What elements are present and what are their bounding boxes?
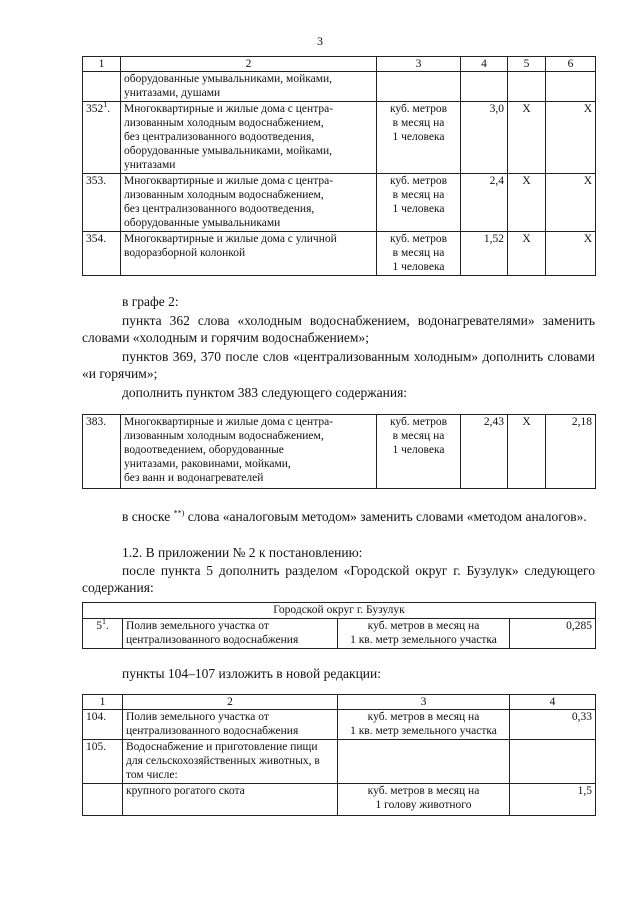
table-row [83,784,596,816]
text-heading-1-2: 1.2. В приложении № 2 к постановлению: [122,545,363,560]
col-header-2: 2 [123,695,338,710]
text-items-369-370: пунктов 369, 370 после слов «централизованным холодным» дополнить словами «и горячим»; [82,349,595,381]
row-number: 383. [83,415,121,489]
row-norm-value [510,740,596,784]
col-header-5: 5 [508,57,546,72]
table-row [83,710,596,740]
row-description: Многоквартирные и жилые дома с центра- лизованным холодным водоснабжением, водоотведением, оборудованные унитазами, раковинами, мойками, без ванн и водонагревателей [121,415,377,489]
row-description: крупного рогатого скота [123,784,338,816]
row-number: 353. [83,174,121,232]
row-norm-value: 1,52 [461,232,508,276]
table-row [83,232,596,276]
row-col6: Х [546,174,596,232]
row-description: Полив земельного участка от централизованного водоснабжения [123,710,338,740]
row-norm-value: 0,33 [510,710,596,740]
row-norm-value: 2,4 [461,174,508,232]
table-row [83,740,596,784]
page-number: 3 [317,34,323,48]
col-header-3: 3 [377,57,461,72]
row-norm-value: 0,285 [510,619,596,649]
text-items-104-107: пункты 104–107 изложить в новой редакции: [122,666,382,681]
section-title: Городской округ г. Бузулук [83,603,596,619]
text-footnote: в сноске **) слова «аналоговым методом» заменить словами «методом аналогов». [122,508,587,524]
row-norm-value: 3,0 [461,102,508,174]
table-norms-1 [82,56,596,276]
row-description: Водоснабжение и приготовление пищи для сельскохозяйственных животных, в том числе: [123,740,338,784]
row-col5: Х [508,174,546,232]
row-unit [338,740,510,784]
table-items-104-107 [82,694,596,816]
col-header-4: 4 [461,57,508,72]
row-col5: Х [508,102,546,174]
row-norm-value: 1,5 [510,784,596,816]
row-description: Многоквартирные и жилые дома с центра- лизованным холодным водоснабжением, без централизованного водоотведения, оборудованные умывальниками [121,174,377,232]
row-unit: куб. метров в месяц на 1 человека [377,415,461,489]
row-unit: куб. метров в месяц на 1 кв. метр земельного участка [338,710,510,740]
row-col5: Х [508,232,546,276]
row-col6: Х [546,232,596,276]
row-col6: Х [546,102,596,174]
row-unit: куб. метров в месяц на 1 человека [377,232,461,276]
row-description: оборудованные умывальниками, мойками, унитазами, душами [121,72,377,102]
col-header-6: 6 [546,57,596,72]
row-description: Многоквартирные и жилые дома с центра- лизованным холодным водоснабжением, без централизованного водоотведения, оборудованные умывальниками, мойками, унитазами [121,102,377,174]
table-row [83,102,596,174]
row-number: 104. [83,710,123,740]
text-column-2: в графе 2: [122,294,179,309]
row-number: 105. [83,740,123,784]
text-add-section: после пункта 5 дополнить разделом «Городской округ г. Бузулук» следующего содержания: [82,563,595,595]
row-number: $5^1$. [83,619,123,649]
table-item-383 [82,414,596,489]
row-number: $352^1$. [83,102,121,174]
col-header-3: 3 [338,695,510,710]
col-header-1: 1 [83,695,123,710]
row-norm-value: 2,43 [461,415,508,489]
table-row [83,72,596,102]
table-row [83,174,596,232]
footnote-mark: **) [173,508,185,518]
table-row [83,619,596,649]
row-unit: куб. метров в месяц на 1 человека [377,102,461,174]
col-header-4: 4 [510,695,596,710]
row-unit: куб. метров в месяц на 1 кв. метр земельного участка [338,619,510,649]
text-item-362: пункта 362 слова «холодным водоснабжением, водонагревателями» заменить словами «холодным и горячим водоснабжением»; [82,313,595,345]
table-row [83,415,596,489]
table-header-row [83,695,596,710]
row-description: Многоквартирные и жилые дома с уличной водоразборной колонкой [121,232,377,276]
table-section-row [83,603,596,619]
row-col5: Х [508,415,546,489]
text-add-item-383: дополнить пунктом 383 следующего содержания: [122,385,408,400]
table-header-row [83,57,596,72]
col-header-2: 2 [121,57,377,72]
row-description: Полив земельного участка от централизованного водоснабжения [123,619,338,649]
row-unit: куб. метров в месяц на 1 голову животного [338,784,510,816]
col-header-1: 1 [83,57,121,72]
table-buzuluk [82,602,596,649]
row-number: 354. [83,232,121,276]
row-col6: 2,18 [546,415,596,489]
row-number [83,784,123,816]
row-unit: куб. метров в месяц на 1 человека [377,174,461,232]
